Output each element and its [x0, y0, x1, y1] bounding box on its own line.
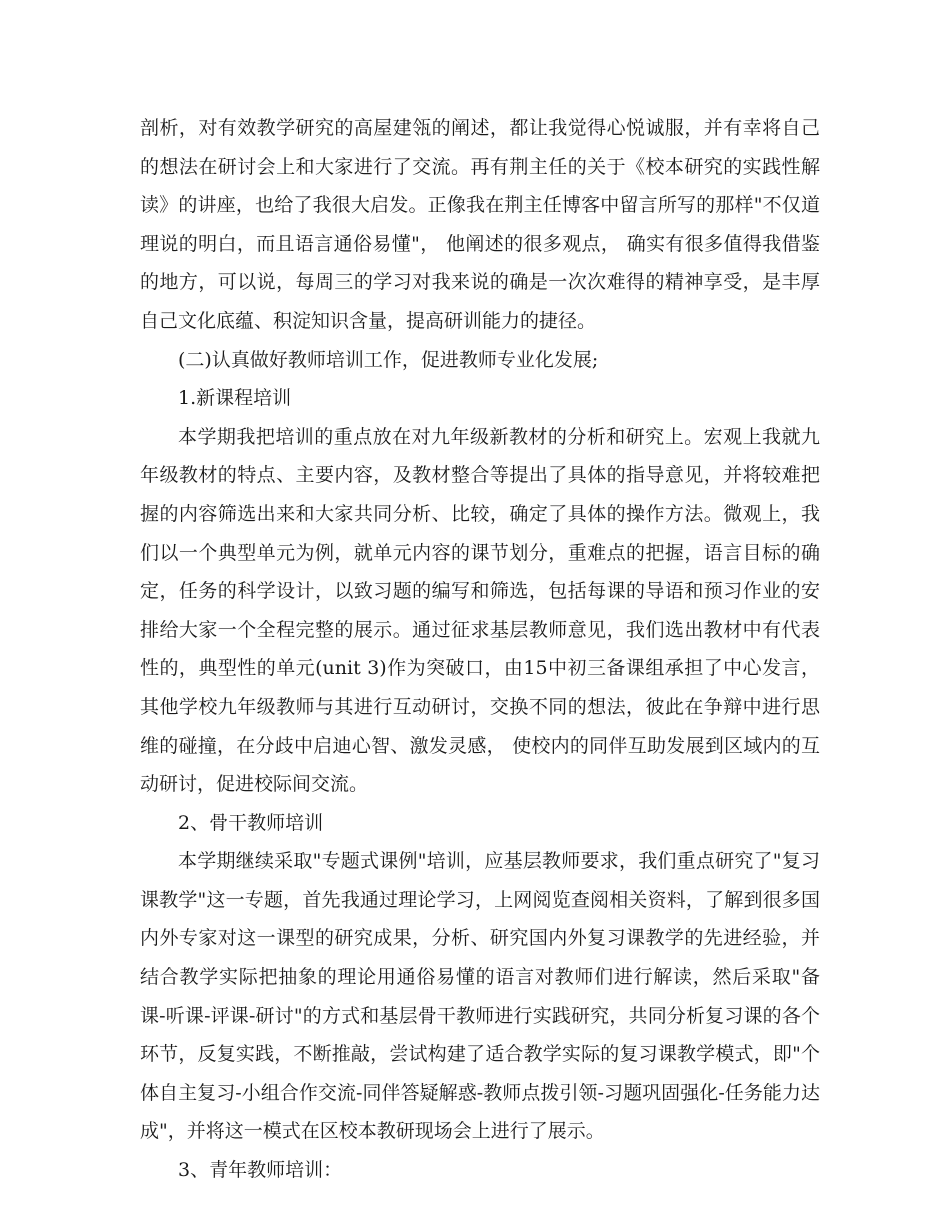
paragraph-reflection: 剖析，对有效教学研究的高屋建瓴的阐述，都让我觉得心悦诚服，并有幸将自己的想法在研讨会上和大家进行了交流。再有荆主任的关于《校本研究的实践性解读》的讲座，也给了我很大启发。正像我在荆主任博客中留言所写的那样"不仅道理说的明白，而且语言通俗易懂"， 他阐述的很多观点， 确实有很多值得我借鉴的地方，可以说，每周三的学习对我来说的确是一次次难得的精神享受，是丰厚自己文化底蕴、积淀知识含量，提高研训能力的捷径。 — [140, 117, 820, 332]
heading-young-teachers: 3、青年教师培训： — [178, 1159, 343, 1182]
document-body — [140, 109, 820, 1190]
heading-backbone-teachers: 2、骨干教师培训 — [178, 811, 324, 834]
paragraph-new-curriculum: 本学期我把培训的重点放在对九年级新教材的分析和研究上。宏观上我就九年级教材的特点、主要内容，及教材整合等提出了具体的指导意见，并将较难把握的内容筛选出来和大家共同分析、比较，确定了具体的操作方法。微观上，我们以一个典型单元为例，就单元内容的课节划分，重难点的把握，语言目标的确定，任务的科学设计，以致习题的编写和筛选，包括每课的导语和预习作业的安排给大家一个全程完整的展示。通过征求基层教师意见，我们选出教材中有代表性的，典型性的单元(unit 3)作为突破口，由15中初三备课组承担了中心发言，其他学校九年级教师与其进行互动研讨，交换不同的想法，彼此在争辩中进行思维的碰撞，在分歧中启迪心智、激发灵感， 使校内的同伴互助发展到区域内的互动研讨，促进校际间交流。 — [140, 425, 820, 796]
paragraph-backbone-teachers: 本学期继续采取"专题式课例"培训，应基层教师要求，我们重点研究了"复习课教学"这一专题，首先我通过理论学习，上网阅览查阅相关资料，了解到很多国内外专家对这一课型的研究成果，分析、研究国内外复习课教学的先进经验，并结合教学实际把抽象的理论用通俗易懂的语言对教师们进行解读，然后采取"备课-听课-评课-研讨"的方式和基层骨干教师进行实践研究，共同分析复习课的各个环节，反复实践，不断推敲，尝试构建了适合教学实际的复习课教学模式，即"个体自主复习-小组合作交流-同伴答疑解惑-教师点拨引领-习题巩固强化-任务能力达成"，并将这一模式在区校本教研现场会上进行了展示。 — [140, 850, 820, 1143]
heading-teacher-training: (二)认真做好教师培训工作，促进教师专业化发展; — [178, 348, 599, 371]
heading-new-curriculum: 1.新课程培训 — [178, 387, 292, 410]
